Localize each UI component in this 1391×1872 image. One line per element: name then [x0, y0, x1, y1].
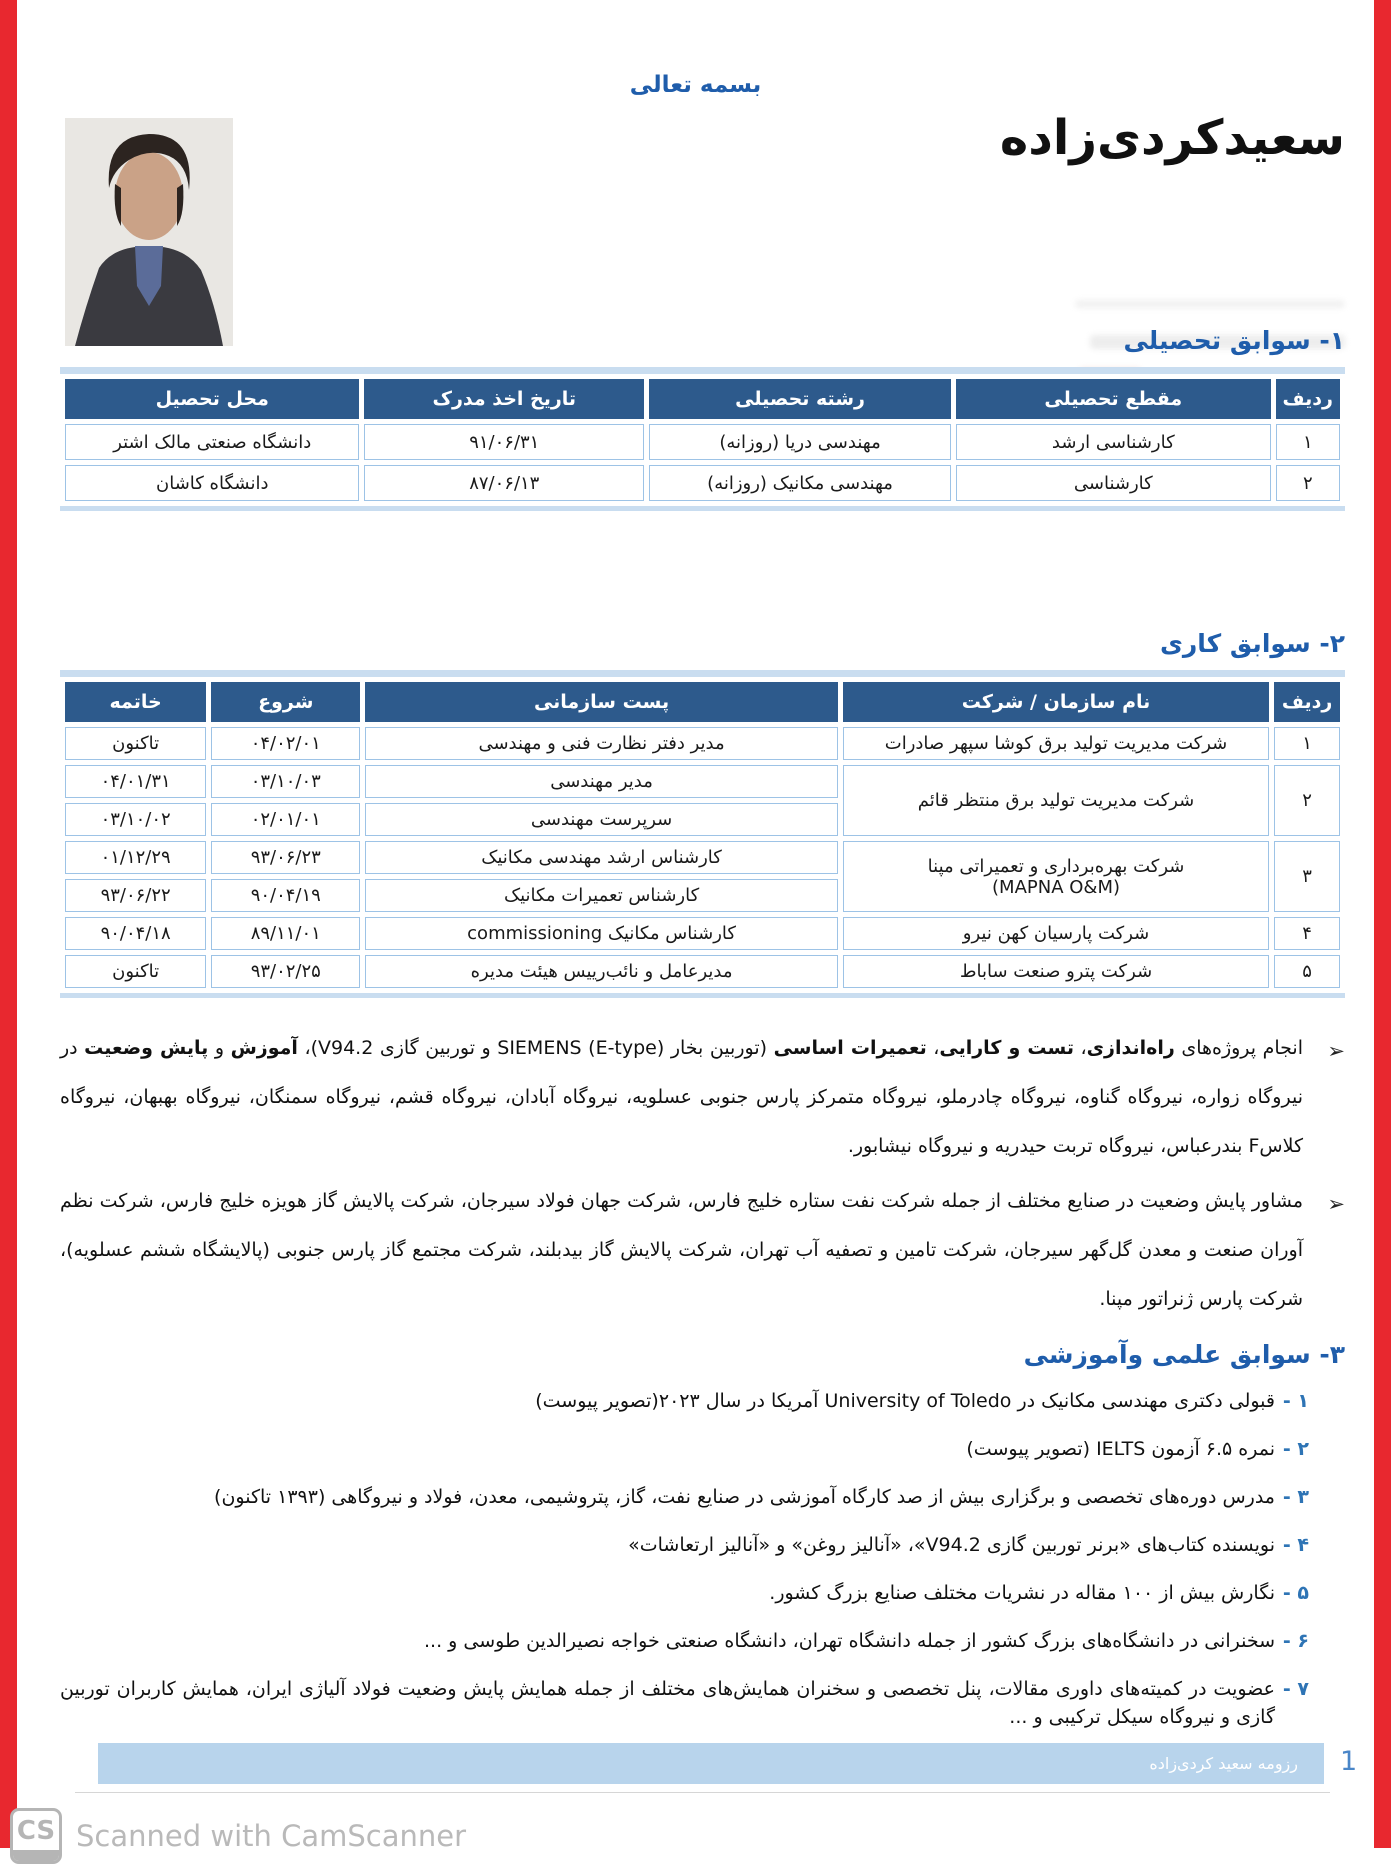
education-row: [65, 465, 1340, 501]
item-text: نویسنده کتاب‌های «برنر توربین گازی V94.2»، «آنالیز روغن» و «آنالیز ارتعاشات»: [628, 1534, 1275, 1556]
cell-end: تاکنون: [65, 955, 206, 988]
cell-end: ۹۰/۰۴/۱۸: [65, 917, 206, 950]
cell-post: مدیر دفتر نظارت فنی و مهندسی: [365, 727, 838, 760]
section-title-education: ۱- سوابق تحصیلی: [1123, 326, 1345, 355]
page-number: 1: [1340, 1746, 1358, 1777]
scan-edge-right: [1374, 0, 1391, 1848]
cell-start: ۰۴/۰۲/۰۱: [211, 727, 360, 760]
cell-row-no: ۱: [1276, 424, 1340, 460]
cell-degree: کارشناسی ارشد: [956, 424, 1271, 460]
work-header-row: [65, 682, 1340, 722]
redacted-contact-line: [1075, 300, 1345, 308]
profile-photo-silhouette: [65, 118, 233, 346]
text-run-bold: تست و کارایی: [939, 1037, 1074, 1059]
header-cell-field: رشته تحصیلی: [649, 379, 951, 419]
list-item: [60, 1483, 1309, 1511]
item-text: نگارش بیش از ۱۰۰ مقاله در نشریات مختلف صنایع بزرگ کشور.: [769, 1582, 1275, 1604]
footer-title: رزومه سعید کردی‌زاده: [1149, 1754, 1298, 1773]
cell-date: ۸۷/۰۶/۱۳: [364, 465, 644, 501]
cell-company: شرکت مدیریت تولید برق منتظر قائم: [843, 765, 1269, 836]
item-text: قبولی دکتری مهندسی مکانیک در University of Toledo آمریکا در سال ۲۰۲۳(تصویر پیوست): [535, 1390, 1275, 1412]
camscanner-watermark: [10, 1808, 466, 1864]
cell-start: ۹۳/۰۲/۲۵: [211, 955, 360, 988]
project-bullet: [60, 1024, 1345, 1171]
list-item: [60, 1627, 1309, 1655]
work-row: [65, 841, 1340, 874]
cell-end: ۰۱/۱۲/۲۹: [65, 841, 206, 874]
item-text: نمره ۶.۵ آزمون IELTS (تصویر پیوست): [966, 1438, 1275, 1460]
work-table: [60, 677, 1345, 993]
cell-end: ۹۳/۰۶/۲۲: [65, 879, 206, 912]
highlights-block: [60, 1024, 1345, 1324]
list-item: [60, 1435, 1309, 1463]
cell-start: ۰۳/۱۰/۰۳: [211, 765, 360, 798]
cell-start: ۹۳/۰۶/۲۳: [211, 841, 360, 874]
text-run-bold: آموزش: [230, 1037, 298, 1059]
text-run: (توربین بخار (E-type) SIEMENS و توربین گازی V94.2)،: [297, 1037, 774, 1059]
item-number: ۷ -: [1282, 1678, 1309, 1700]
project-bullet-text: [60, 1024, 1303, 1171]
item-text: عضویت در کمیته‌های داوری مقالات، پنل تخصصی و سخنران همایش‌های مختلف از جمله همایش پایش وضعیت فولاد آلیاژی ایران، همایش کاربران توربین گازی و نیروگاه سیکل ترکیبی و ...: [60, 1678, 1275, 1728]
cell-place: دانشگاه صنعتی مالک اشتر: [65, 424, 359, 460]
list-item: [60, 1387, 1309, 1415]
resume-content: [60, 326, 1345, 1751]
education-row: [65, 424, 1340, 460]
text-run-bold: پایش وضعیت: [84, 1037, 209, 1059]
header-cell-degree: مقطع تحصیلی: [956, 379, 1271, 419]
item-number: ۱ -: [1282, 1390, 1309, 1412]
person-name: سعیدکردی‌زاده: [999, 110, 1345, 166]
item-number: ۳ -: [1282, 1486, 1309, 1508]
header-cell-place: محل تحصیل: [65, 379, 359, 419]
bismillah-text: بسمه تعالی: [629, 72, 762, 98]
section-title-academic: ۳- سوابق علمی وآموزشی: [1023, 1340, 1345, 1369]
academic-list: [60, 1387, 1345, 1731]
text-run-bold: تعمیرات اساسی: [773, 1037, 927, 1059]
work-row: [65, 917, 1340, 950]
cell-start: ۰۲/۰۱/۰۱: [211, 803, 360, 836]
work-table-wrapper: [60, 670, 1345, 998]
list-item: [60, 1675, 1309, 1731]
cell-end: ۰۳/۱۰/۰۲: [65, 803, 206, 836]
cell-field: مهندسی دریا (روزانه): [649, 424, 951, 460]
header-cell-row: ردیف: [1276, 379, 1340, 419]
work-row: [65, 727, 1340, 760]
list-item: [60, 1531, 1309, 1559]
cell-degree: کارشناسی: [956, 465, 1271, 501]
cell-post: سرپرست مهندسی: [365, 803, 838, 836]
cell-company: شرکت پارسیان کهن نیرو: [843, 917, 1269, 950]
item-number: ۲ -: [1282, 1438, 1309, 1460]
header-cell-post: پست سازمانی: [365, 682, 838, 722]
cell-company: [843, 841, 1269, 912]
text-run-bold: راه‌اندازی: [1086, 1037, 1175, 1059]
work-row: [65, 955, 1340, 988]
cell-row-no: ۴: [1274, 917, 1340, 950]
header-cell-start: شروع: [211, 682, 360, 722]
text-run: و: [208, 1037, 231, 1059]
cell-row-no: ۲: [1276, 465, 1340, 501]
cell-row-no: ۱: [1274, 727, 1340, 760]
cell-date: ۹۱/۰۶/۳۱: [364, 424, 644, 460]
cell-row-no: ۲: [1274, 765, 1340, 836]
cell-place: دانشگاه کاشان: [65, 465, 359, 501]
cell-field: مهندسی مکانیک (روزانه): [649, 465, 951, 501]
cell-company: شرکت مدیریت تولید برق کوشا سپهر صادرات: [843, 727, 1269, 760]
text-run: در نیروگاه زواره، نیروگاه گناوه، نیروگاه چادرملو، نیروگاه متمرکز پارس جنوبی عسلویه، نیروگاه آبادان، نیروگاه قشم، نیروگاه سمنگان، نیروگاه بهبهان، نیروگاه کلاسF بندرعباس، نیروگاه تربت حیدریه و نیروگاه نیشابور.: [60, 1037, 1303, 1157]
header-cell-row: ردیف: [1274, 682, 1340, 722]
camscanner-logo-icon: CS: [10, 1808, 62, 1864]
arrow-bullet-icon: ➢: [1327, 1192, 1345, 1216]
header-cell-date: تاریخ اخذ مدرک: [364, 379, 644, 419]
cell-end: تاکنون: [65, 727, 206, 760]
work-row: [65, 765, 1340, 798]
company-name-line2: (MAPNA O&M): [992, 876, 1121, 898]
header-cell-end: خاتمه: [65, 682, 206, 722]
cell-start: ۹۰/۰۴/۱۹: [211, 879, 360, 912]
item-number: ۵ -: [1282, 1582, 1309, 1604]
text-run: ،: [926, 1037, 940, 1059]
text-run: انجام پروژه‌های: [1174, 1037, 1303, 1059]
camscanner-text: Scanned with CamScanner: [76, 1819, 467, 1853]
cell-post: مدیرعامل و نائب‌رییس هیئت مدیره: [365, 955, 838, 988]
item-number: ۴ -: [1282, 1534, 1309, 1556]
cell-end: ۰۴/۰۱/۳۱: [65, 765, 206, 798]
education-table: [60, 374, 1345, 506]
cell-start: ۸۹/۱۱/۰۱: [211, 917, 360, 950]
footer-bar: [98, 1743, 1324, 1784]
header-cell-company: نام سازمان / شرکت: [843, 682, 1269, 722]
text-run: ،: [1073, 1037, 1087, 1059]
cell-row-no: ۵: [1274, 955, 1340, 988]
cell-post: مدیر مهندسی: [365, 765, 838, 798]
cell-post: کارشناس ارشد مهندسی مکانیک: [365, 841, 838, 874]
company-name-line1: شرکت بهره‌برداری و تعمیراتی مپنا: [927, 855, 1185, 877]
cell-post: کارشناس تعمیرات مکانیک: [365, 879, 838, 912]
education-header-row: [65, 379, 1340, 419]
section-title-work: ۲- سوابق کاری: [1159, 629, 1345, 658]
cell-post: کارشناس مکانیک commissioning: [365, 917, 838, 950]
arrow-bullet-icon: ➢: [1327, 1039, 1345, 1063]
item-number: ۶ -: [1282, 1630, 1309, 1652]
education-table-wrapper: [60, 367, 1345, 511]
consulting-bullet: [60, 1177, 1345, 1324]
item-text: مدرس دوره‌های تخصصی و برگزاری بیش از صد کارگاه آموزشی در صنایع نفت، گاز، پتروشیمی، معدن، فولاد و نیروگاهی (۱۳۹۳ تاکنون): [214, 1486, 1275, 1508]
cell-row-no: ۳: [1274, 841, 1340, 912]
footer-divider: [75, 1792, 1330, 1793]
profile-photo: [65, 118, 233, 346]
consulting-bullet-text: مشاور پایش وضعیت در صنایع مختلف از جمله شرکت نفت ستاره خلیج فارس، شرکت جهان فولاد سیرجان، شرکت پالایش گاز هویزه خلیج فارس، شرکت نظم آوران صنعت و معدن گل‌گهر سیرجان، شرکت تامین و تصفیه آب تهران، شرکت پالایش گاز بیدبلند، شرکت مجتمع گاز پارس جنوبی (پالایشگاه ششم عسلویه)، شرکت پارس ژنراتور مپنا.: [60, 1190, 1303, 1310]
list-item: [60, 1579, 1309, 1607]
cell-company: شرکت پترو صنعت ساباط: [843, 955, 1269, 988]
scan-edge-left: [0, 0, 17, 1848]
item-text: سخنرانی در دانشگاه‌های بزرگ کشور از جمله دانشگاه تهران، دانشگاه صنعتی خواجه نصیرالدین طوسی و ...: [424, 1630, 1275, 1652]
